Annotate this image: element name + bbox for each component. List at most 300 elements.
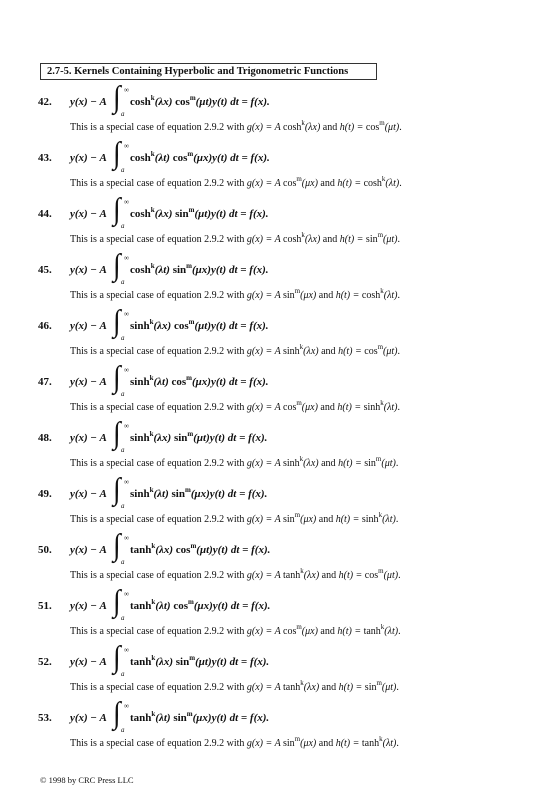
note-prefix: This is a special case of equation 2.9.2 with	[70, 626, 247, 637]
note-h-arg: (λt)	[383, 402, 398, 413]
note-g-exp: m	[296, 175, 302, 183]
note-and: and	[316, 290, 336, 301]
lower-limit: a	[121, 614, 125, 622]
equation-lhs	[70, 432, 107, 444]
equation-lhs	[70, 264, 107, 276]
note-h: h(t) =	[337, 402, 364, 413]
integrand-end: )y(t) dt = f(x).	[207, 656, 270, 668]
note-end: .	[398, 626, 401, 637]
note-and: and	[316, 738, 336, 749]
kernel-func-1: cosh	[130, 152, 151, 164]
note-prefix: This is a special case of equation 2.9.2 with	[70, 458, 247, 469]
integral-equation	[70, 304, 370, 344]
note-g: g(x) = A	[246, 346, 283, 357]
note-g-exp: k	[300, 679, 304, 687]
kernel-func-2: sin	[175, 208, 189, 220]
note-h-arg: (μt)	[383, 570, 399, 581]
integral-sign: ∫	[113, 696, 121, 731]
kernel-exp-2: m	[190, 542, 197, 550]
note-h-func: sin	[364, 458, 376, 469]
note-g-arg: (λx)	[303, 682, 320, 693]
integrand-end: )y(t) dt = f(x).	[207, 376, 269, 388]
note-h: h(t) =	[337, 626, 364, 637]
kernel-arg-2: (μt	[194, 208, 208, 220]
upper-limit: ∞	[124, 590, 129, 598]
note-h-func: cosh	[361, 290, 381, 301]
integrand-end: )y(t) dt = f(x).	[206, 488, 268, 500]
lhs-minus: −	[87, 544, 100, 556]
note-end: .	[396, 738, 399, 749]
note-g-arg: (λx)	[303, 458, 319, 469]
note-prefix: This is a special case of equation 2.9.2 with	[70, 682, 247, 693]
integral-sign: ∫	[113, 304, 121, 339]
note-h-arg: (μt)	[383, 346, 398, 357]
note-h-func: sinh	[361, 514, 379, 525]
special-case-note	[70, 119, 402, 133]
kernel-arg-1: (λx)	[153, 432, 174, 444]
integral-sign: ∫	[113, 80, 121, 115]
integrand	[130, 320, 269, 332]
kernel-arg-1: (λx)	[155, 544, 176, 556]
note-g-arg: (μx)	[301, 402, 318, 413]
note-h-exp: k	[378, 511, 383, 519]
note-h-exp: k	[380, 399, 384, 407]
note-and: and	[317, 626, 338, 637]
note-h: h(t) =	[335, 290, 362, 301]
note-g: g(x) = A	[246, 570, 283, 581]
note-h-func: cos	[364, 570, 379, 581]
lhs-y: y(x)	[70, 264, 88, 276]
integrand-end: )y(t) dt = f(x).	[208, 152, 270, 164]
kernel-arg-1: (λt)	[154, 152, 173, 164]
note-and: and	[320, 234, 340, 245]
lhs-y: y(x)	[70, 152, 88, 164]
integrand	[130, 432, 267, 444]
note-prefix: This is a special case of equation 2.9.2 with	[70, 738, 247, 749]
note-and: and	[317, 178, 338, 189]
integrand	[130, 544, 270, 556]
lhs-y: y(x)	[70, 544, 88, 556]
note-and: and	[318, 346, 339, 357]
lhs-y: y(x)	[70, 320, 88, 332]
note-g-func: sinh	[283, 458, 300, 469]
note-g-arg: (μx)	[300, 738, 317, 749]
lhs-minus: −	[87, 208, 100, 220]
note-g-func: sinh	[283, 346, 300, 357]
equation-lhs	[70, 712, 107, 724]
equation-lhs	[70, 152, 107, 164]
kernel-exp-1: k	[150, 206, 155, 214]
note-h: h(t) =	[335, 738, 362, 749]
note-g-func: cos	[283, 402, 297, 413]
integral-equation	[70, 80, 370, 120]
upper-limit: ∞	[124, 86, 129, 94]
kernel-arg-2: (μx	[193, 152, 209, 164]
kernel-func-2: sin	[175, 656, 190, 668]
lhs-minus: −	[87, 320, 100, 332]
note-g-exp: k	[301, 231, 305, 239]
equation-number: 46.	[38, 320, 52, 332]
note-g-exp: k	[301, 119, 305, 127]
note-prefix: This is a special case of equation 2.9.2 with	[70, 514, 247, 525]
integral-equation	[70, 360, 370, 400]
equation-entry	[0, 80, 540, 146]
equation-number: 52.	[38, 656, 52, 668]
integral-sign: ∫	[113, 416, 121, 451]
special-case-note	[70, 679, 399, 693]
equation-number: 44.	[38, 208, 52, 220]
note-and: and	[319, 682, 339, 693]
note-h-func: sin	[365, 234, 378, 245]
kernel-arg-1: (λx)	[154, 208, 176, 220]
lhs-A: A	[99, 656, 107, 668]
equation-entry	[0, 416, 540, 482]
equation-entry	[0, 696, 540, 762]
note-prefix: This is a special case of equation 2.9.2 with	[70, 402, 247, 413]
integral-sign: ∫	[113, 136, 121, 171]
upper-limit: ∞	[124, 198, 129, 206]
note-g: g(x) = A	[246, 178, 283, 189]
integrand	[130, 376, 269, 388]
integrand	[130, 152, 270, 164]
kernel-exp-2: m	[188, 206, 195, 214]
note-h: h(t) =	[338, 682, 365, 693]
note-g-arg: (λx)	[303, 570, 320, 581]
note-g: g(x) = A	[246, 514, 283, 525]
special-case-note	[70, 623, 401, 637]
upper-limit: ∞	[124, 534, 129, 542]
equation-number: 53.	[38, 712, 52, 724]
equation-entry	[0, 584, 540, 650]
note-h-arg: (λt)	[383, 290, 398, 301]
kernel-exp-2: m	[189, 654, 196, 662]
equation-number: 51.	[38, 600, 52, 612]
note-g-exp: m	[296, 399, 302, 407]
integrand	[130, 488, 267, 500]
lhs-A: A	[99, 264, 107, 276]
note-h-arg: (λt)	[385, 178, 400, 189]
kernel-exp-2: m	[184, 486, 191, 494]
note-end: .	[396, 682, 399, 693]
kernel-func-1: sinh	[130, 432, 150, 444]
integral-sign: ∫	[113, 584, 121, 619]
lhs-minus: −	[87, 712, 100, 724]
note-h-arg: (μt)	[383, 234, 398, 245]
note-h-func: cos	[365, 122, 380, 133]
note-end: .	[397, 402, 401, 413]
note-h-exp: k	[381, 175, 386, 183]
integrand	[130, 208, 269, 220]
lhs-A: A	[99, 544, 107, 556]
upper-limit: ∞	[124, 142, 129, 150]
kernel-exp-1: k	[151, 598, 156, 606]
note-g-exp: m	[294, 511, 301, 519]
integrand-end: )y(t) dt = f(x).	[207, 712, 270, 724]
lower-limit: a	[121, 166, 125, 174]
upper-limit: ∞	[124, 646, 129, 654]
note-and: and	[318, 458, 339, 469]
lower-limit: a	[121, 670, 125, 678]
lhs-minus: −	[87, 488, 100, 500]
note-g-func: sin	[283, 738, 295, 749]
note-h-exp: m	[378, 567, 384, 575]
integrand	[130, 656, 269, 668]
note-end: .	[399, 178, 402, 189]
equation-entry	[0, 640, 540, 706]
equation-lhs	[70, 376, 107, 388]
equation-number: 47.	[38, 376, 52, 388]
kernel-exp-1: k	[149, 486, 154, 494]
equation-number: 50.	[38, 544, 52, 556]
equation-lhs	[70, 488, 107, 500]
kernel-exp-1: k	[151, 710, 156, 718]
kernel-arg-2: (μx	[192, 376, 208, 388]
note-g: g(x) = A	[246, 682, 283, 693]
equation-number: 49.	[38, 488, 52, 500]
kernel-arg-2: (μx	[193, 600, 210, 612]
upper-limit: ∞	[124, 702, 129, 710]
note-prefix: This is a special case of equation 2.9.2 with	[70, 346, 247, 357]
kernel-arg-2: (μt	[194, 320, 208, 332]
kernel-arg-2: (μt	[195, 656, 208, 668]
kernel-func-1: cosh	[130, 264, 151, 276]
note-end: .	[397, 290, 401, 301]
kernel-exp-1: k	[150, 150, 155, 158]
kernel-exp-2: m	[188, 598, 194, 606]
kernel-func-1: sinh	[130, 376, 150, 388]
equation-lhs	[70, 600, 107, 612]
note-g-arg: (μx)	[300, 514, 317, 525]
note-h-func: tanh	[363, 626, 381, 637]
equation-entry	[0, 528, 540, 594]
note-g-exp: m	[294, 287, 301, 295]
note-h: h(t) =	[339, 122, 366, 133]
note-g-func: sin	[283, 290, 295, 301]
lhs-minus: −	[87, 152, 100, 164]
note-h: h(t) =	[338, 346, 365, 357]
kernel-arg-1: (λt)	[155, 600, 174, 612]
kernel-exp-2: m	[187, 150, 194, 158]
kernel-arg-2: (μt	[196, 544, 210, 556]
lhs-minus: −	[87, 600, 100, 612]
kernel-exp-1: k	[151, 542, 156, 550]
integral-equation	[70, 416, 370, 456]
lhs-A: A	[99, 152, 107, 164]
note-g: g(x) = A	[246, 626, 283, 637]
special-case-note	[70, 735, 399, 749]
note-h-arg: (λt)	[382, 514, 396, 525]
lhs-A: A	[99, 712, 107, 724]
note-end: .	[397, 234, 401, 245]
note-h: h(t) =	[338, 458, 365, 469]
equation-entry	[0, 192, 540, 258]
lower-limit: a	[121, 222, 125, 230]
integrand	[130, 264, 269, 276]
special-case-note	[70, 455, 399, 469]
lhs-y: y(x)	[70, 488, 88, 500]
special-case-note	[70, 287, 401, 301]
integrand-end: )y(t) dt = f(x).	[207, 264, 269, 276]
lhs-minus: −	[87, 432, 100, 444]
note-g-arg: (μx)	[300, 290, 317, 301]
kernel-arg-1: (λx)	[153, 320, 174, 332]
kernel-func-2: cos	[172, 152, 188, 164]
lhs-A: A	[99, 488, 107, 500]
equation-number: 42.	[38, 96, 52, 108]
note-prefix: This is a special case of equation 2.9.2 with	[70, 122, 247, 133]
note-end: .	[395, 514, 399, 525]
note-g: g(x) = A	[246, 290, 283, 301]
equation-lhs	[70, 544, 107, 556]
integral-sign: ∫	[113, 528, 121, 563]
integral-sign: ∫	[113, 640, 121, 675]
integrand-end: )y(t) dt = f(x).	[207, 320, 269, 332]
kernel-arg-1: (λt)	[153, 376, 172, 388]
kernel-func-1: cosh	[130, 96, 151, 108]
special-case-note	[70, 511, 399, 525]
upper-limit: ∞	[124, 366, 129, 374]
note-g-exp: m	[294, 735, 301, 743]
note-and: and	[316, 514, 336, 525]
kernel-func-2: cos	[175, 544, 191, 556]
note-h-arg: (λt)	[382, 738, 397, 749]
kernel-exp-2: m	[186, 374, 193, 382]
kernel-arg-1: (λx)	[155, 656, 176, 668]
note-g-exp: m	[296, 623, 302, 631]
kernel-func-2: cos	[173, 600, 188, 612]
equation-lhs	[70, 208, 107, 220]
note-h-arg: (λt)	[384, 626, 399, 637]
note-g-arg: (μx)	[301, 626, 318, 637]
note-g: g(x) = A	[246, 122, 283, 133]
note-h-arg: (μt)	[384, 122, 400, 133]
lhs-minus: −	[87, 264, 100, 276]
lhs-A: A	[99, 208, 107, 220]
integral-equation	[70, 472, 370, 512]
note-h-arg: (μt)	[381, 682, 397, 693]
note-h-exp: k	[380, 287, 384, 295]
upper-limit: ∞	[124, 254, 129, 262]
lhs-A: A	[99, 320, 107, 332]
kernel-exp-2: m	[186, 262, 193, 270]
kernel-func-1: tanh	[130, 600, 152, 612]
kernel-arg-1: (λt)	[153, 488, 172, 500]
note-end: .	[395, 458, 399, 469]
kernel-func-1: sinh	[130, 320, 150, 332]
integrand-end: )y(t) dt = f(x).	[209, 544, 271, 556]
kernel-func-2: cos	[173, 320, 189, 332]
kernel-exp-1: k	[149, 374, 154, 382]
note-g-func: cosh	[283, 122, 302, 133]
equation-number: 45.	[38, 264, 52, 276]
kernel-func-1: tanh	[130, 544, 152, 556]
special-case-note	[70, 567, 401, 581]
note-prefix: This is a special case of equation 2.9.2 with	[70, 178, 247, 189]
equation-entry	[0, 472, 540, 538]
integrand-end: )y(t) dt = f(x).	[207, 208, 269, 220]
note-g: g(x) = A	[246, 458, 283, 469]
upper-limit: ∞	[124, 422, 129, 430]
note-h: h(t) =	[335, 514, 362, 525]
equation-number: 48.	[38, 432, 52, 444]
integral-equation	[70, 136, 370, 176]
upper-limit: ∞	[124, 310, 129, 318]
note-g-arg: (λx)	[304, 234, 321, 245]
equation-entry	[0, 248, 540, 314]
note-h-exp: k	[379, 735, 383, 743]
note-h-exp: k	[380, 623, 385, 631]
special-case-note	[70, 343, 401, 357]
lhs-y: y(x)	[70, 208, 88, 220]
section-title: 2.7-5. Kernels Containing Hyperbolic and Trigonometric Functions	[40, 63, 377, 80]
equation-lhs	[70, 320, 107, 332]
note-and: and	[317, 402, 338, 413]
kernel-exp-1: k	[150, 262, 155, 270]
note-g: g(x) = A	[246, 402, 283, 413]
kernel-arg-2: (μx	[192, 712, 208, 724]
lower-limit: a	[121, 110, 125, 118]
note-h-exp: m	[375, 455, 382, 463]
note-g: g(x) = A	[246, 234, 283, 245]
note-h-func: cos	[364, 346, 378, 357]
kernel-func-1: tanh	[130, 656, 152, 668]
equation-entry	[0, 304, 540, 370]
integral-equation	[70, 696, 370, 736]
integral-sign: ∫	[113, 192, 121, 227]
equation-lhs	[70, 656, 107, 668]
note-h-exp: m	[379, 119, 385, 127]
integrand-end: )y(t) dt = f(x).	[206, 432, 268, 444]
lower-limit: a	[121, 726, 125, 734]
lhs-A: A	[99, 600, 107, 612]
lhs-minus: −	[87, 96, 100, 108]
kernel-arg-2: (μt	[195, 96, 209, 108]
integral-equation	[70, 640, 370, 680]
note-h-exp: m	[377, 343, 384, 351]
note-end: .	[397, 346, 401, 357]
kernel-arg-2: (μx	[190, 488, 207, 500]
lower-limit: a	[121, 558, 125, 566]
integrand-end: )y(t) dt = f(x).	[208, 96, 270, 108]
note-end: .	[399, 122, 402, 133]
kernel-exp-2: m	[187, 430, 194, 438]
note-g-exp: k	[299, 343, 304, 351]
note-g-arg: (λx)	[304, 122, 321, 133]
note-g-arg: (λx)	[303, 346, 319, 357]
upper-limit: ∞	[124, 478, 129, 486]
integrand	[130, 712, 269, 724]
note-g-exp: k	[299, 455, 304, 463]
kernel-arg-1: (λt)	[154, 264, 173, 276]
kernel-exp-1: k	[150, 94, 155, 102]
kernel-func-1: cosh	[130, 208, 151, 220]
note-h: h(t) =	[337, 178, 364, 189]
lhs-A: A	[99, 376, 107, 388]
special-case-note	[70, 175, 402, 189]
note-g-arg: (μx)	[301, 178, 318, 189]
integral-equation	[70, 192, 370, 232]
note-prefix: This is a special case of equation 2.9.2 with	[70, 570, 247, 581]
lhs-y: y(x)	[70, 96, 88, 108]
integral-equation	[70, 248, 370, 288]
integral-sign: ∫	[113, 472, 121, 507]
note-h-func: sinh	[363, 402, 381, 413]
note-g-func: cos	[283, 626, 297, 637]
note-h-func: cosh	[363, 178, 382, 189]
note-and: and	[319, 570, 339, 581]
kernel-arg-1: (λx)	[154, 96, 176, 108]
kernel-func-2: cos	[171, 376, 187, 388]
